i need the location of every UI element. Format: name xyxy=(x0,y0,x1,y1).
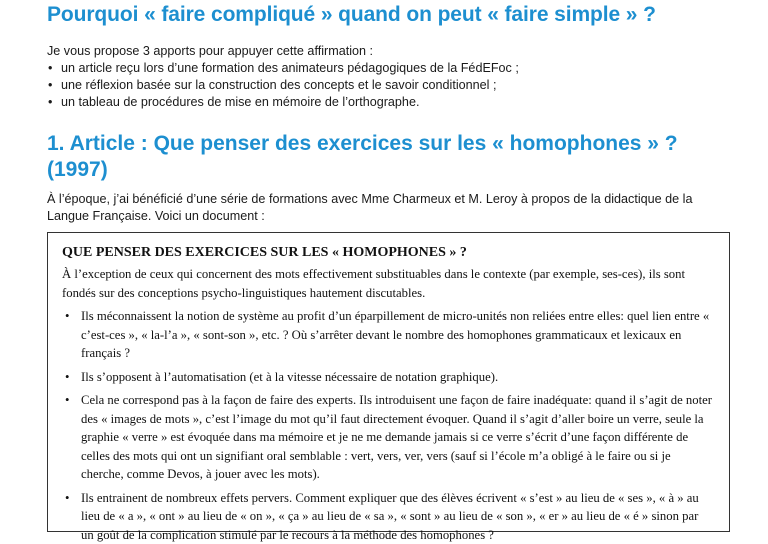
intro-block xyxy=(47,43,519,111)
body-paragraph: À l’époque, j’ai bénéficié d’une série de formations avec Mme Charmeux et M. Leroy à propos de la didactique de la Langue Française. Voici un document : xyxy=(47,191,737,225)
quoted-document-list xyxy=(62,307,713,544)
intro-list-item: • un tableau de procédures de mise en mémoire de l’orthographe. xyxy=(47,94,519,111)
section-heading-main: Pourquoi « faire compliqué » quand on peut « faire simple » ? xyxy=(47,3,656,27)
quoted-document-bullet: • Ils entrainent de nombreux effets pervers. Comment expliquer que des élèves écrivent « s’est » au lieu de « ses », « à » au lieu de « a », « ont » au lieu de « on », « ça » au lieu de « sa », « sont » au lieu de « son », « er » au lieu de « é » sinon par un goût de la complication stimulé par le recours à la méthode des homophones ? xyxy=(62,489,713,544)
intro-list-item: • une réflexion basée sur la construction des concepts et le savoir conditionnel ; xyxy=(47,77,519,94)
intro-lead: Je vous propose 3 apports pour appuyer cette affirmation : xyxy=(47,43,519,60)
quoted-document-title: QUE PENSER DES EXERCICES SUR LES « HOMOPHONES » ? xyxy=(62,245,713,261)
quoted-document-lead: À l’exception de ceux qui concernent des mots effectivement substituables dans le contexte (par exemple, ses-ces), ils sont fondés sur des conceptions psycho-linguistiques hautement discutables. xyxy=(62,265,713,302)
intro-list xyxy=(47,60,519,111)
quoted-document-bullet: • Ils méconnaissent la notion de système au profit d’un éparpillement de micro-unités non reliées entre elles: quel lien entre « c’est-ces », « la-l’a », « sont-son », etc. ? Où s’arrêter devant le nombre des homophones grammaticaux et lexicaux en français ? xyxy=(62,307,713,363)
quoted-document-bullet: • Ils s’opposent à l’automatisation (et à la vitesse nécessaire de notation graphique). xyxy=(62,368,713,387)
quoted-document-bullet: • Cela ne correspond pas à la façon de faire des experts. Ils introduisent une façon de faire inadéquate: quand il s’agit de noter des « images de mots », c’est l’image du mot qu’il faut directement évoquer. Quand il s’agit d’aller boire un verre, seule la graphie « verre » est évoquée dans ma mémoire et je ne me demande jamais si ce verre s’écrit d’une façon différente de celles des mots qui ont un signifiant oral semblable : vert, vers, ver, vers (sauf si l’école m’a obligé à le faire ou si je cherche, comme Devos, à jouer avec les mots). xyxy=(62,391,713,484)
section-heading-article: 1. Article : Que penser des exercices sur les « homophones » ? (1997) xyxy=(47,131,727,183)
quoted-document-box xyxy=(47,232,730,532)
intro-list-item: • un article reçu lors d’une formation des animateurs pédagogiques de la FédEFoc ; xyxy=(47,60,519,77)
